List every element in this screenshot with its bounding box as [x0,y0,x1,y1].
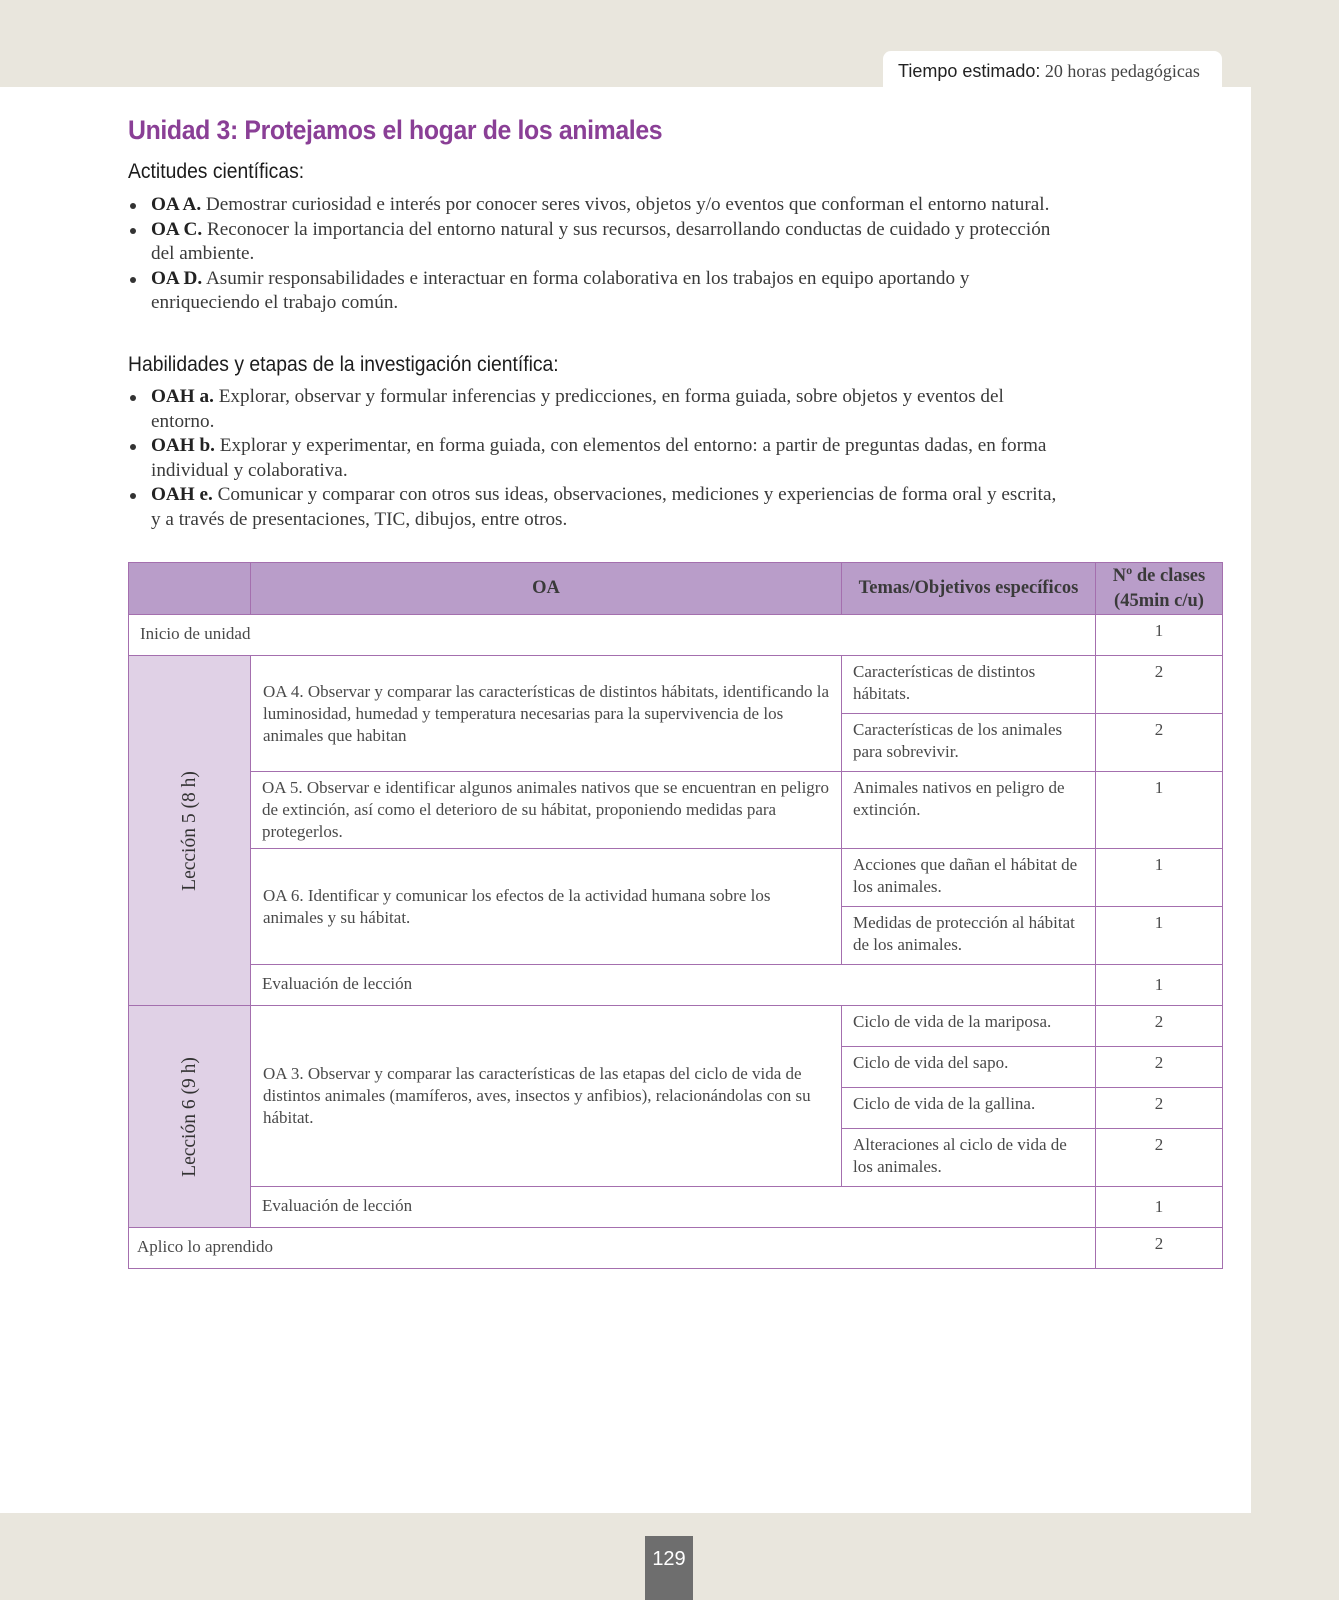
leccion5-label: Lección 5 (8 h) [178,770,200,891]
tema-cell: Animales nativos en peligro de extinción. [842,772,1096,849]
evaluacion6-n: 1 [1096,1187,1223,1228]
clases-cell: 2 [1096,1088,1223,1129]
list-item [128,385,1068,434]
estimated-time-label: Tiempo estimado: [898,61,1041,81]
header-oa: OA [251,563,842,615]
clases-cell: 2 [1096,714,1223,772]
tema-cell: Características de distintos hábitats. [842,656,1096,714]
actitudes-list [128,193,1068,316]
item-code: OA D. [151,267,203,289]
item-text: Reconocer la importancia del entorno natural y sus recursos, desarrollando conductas de cuidado y protección del ambiente. [151,218,1051,264]
list-item [128,218,1068,267]
habilidades-heading: Habilidades y etapas de la investigación científica: [128,353,559,376]
clases-cell: 2 [1096,1006,1223,1047]
tema-cell: Alteraciones al ciclo de vida de los animales. [842,1129,1096,1187]
item-code: OAH b. [151,435,215,456]
evaluacion5-label: Evaluación de lección [251,965,1096,1006]
table-row [129,1006,1223,1047]
evaluacion5-n: 1 [1096,965,1223,1006]
header-clases: Nº de clases (45min c/u) [1096,563,1223,615]
table-row [129,965,1223,1006]
actitudes-heading: Actitudes científicas: [128,160,305,183]
item-text: Explorar y experimentar, en forma guiada, con elementos del entorno: a partir de preguntas dadas, en forma individual y colaborativa. [151,435,1047,481]
oa6-cell: OA 6. Identificar y comunicar los efectos de la actividad humana sobre los animales y su hábitat. [251,849,842,965]
clases-cell: 1 [1096,849,1223,907]
evaluacion6-label: Evaluación de lección [251,1187,1096,1228]
oa4-cell: OA 4. Observar y comparar las características de distintos hábitats, identificando la luminosidad, humedad y temperatura necesarias para la supervivencia de los animales que habitan [251,656,842,772]
list-item [128,483,1068,532]
habilidades-list [128,385,1068,532]
unit-title: Unidad 3: Protejamos el hogar de los animales [128,115,663,145]
tema-cell: Ciclo de vida de la gallina. [842,1088,1096,1129]
tema-cell: Características de los animales para sobrevivir. [842,714,1096,772]
list-item [128,193,1068,218]
table-row [129,849,1223,907]
item-text: Demostrar curiosidad e interés por conocer seres vivos, objetos y/o eventos que conforman el entorno natural. [205,194,1050,215]
item-text: Explorar, observar y formular inferencias y predicciones, en forma guiada, sobre objetos y eventos del entorno. [151,386,1004,432]
tema-cell: Ciclo de vida de la mariposa. [842,1006,1096,1047]
inicio-n: 1 [1096,615,1223,656]
item-text: Asumir responsabilidades e interactuar en forma colaborativa en los trabajos en equipo aportando y enriqueciendo el trabajo común. [151,267,970,313]
table-header-row [129,563,1223,615]
table-row [129,1228,1223,1269]
aplico-n: 2 [1096,1228,1223,1269]
header-temas: Temas/Objetivos específicos [842,563,1096,615]
table-row [129,1187,1223,1228]
inicio-label: Inicio de unidad [129,615,1096,656]
clases-cell: 2 [1096,656,1223,714]
item-text: Comunicar y comparar con otros sus ideas, observaciones, mediciones y experiencias de forma oral y escrita, y a través de presentaciones, TIC, dibujos, entre otros. [151,484,1057,530]
clases-cell: 1 [1096,907,1223,965]
oa3-cell: OA 3. Observar y comparar las características de las etapas del ciclo de vida de distintos animales (mamíferos, aves, insectos y anfibios), relacionándolas con su hábitat. [251,1006,842,1187]
oa5-cell: OA 5. Observar e identificar algunos animales nativos que se encuentran en peligro de extinción, así como el deterioro de su hábitat, proponiendo medidas para protegerlos. [251,772,842,849]
clases-cell: 1 [1096,772,1223,849]
page-number: 129 [645,1536,693,1600]
list-item [128,434,1068,483]
estimated-time-tab [883,51,1222,91]
tema-cell: Ciclo de vida del sapo. [842,1047,1096,1088]
clases-cell: 2 [1096,1047,1223,1088]
header-empty-cell [129,563,251,615]
tema-cell: Medidas de protección al hábitat de los animales. [842,907,1096,965]
table-row [129,656,1223,714]
list-item [128,267,1068,316]
clases-cell: 2 [1096,1129,1223,1187]
table-row [129,772,1223,849]
tema-cell: Acciones que dañan el hábitat de los animales. [842,849,1096,907]
aplico-label: Aplico lo aprendido [129,1228,1096,1269]
planning-table [128,562,1223,1269]
leccion6-label-cell [129,1006,251,1228]
table-row [129,615,1223,656]
item-code: OAH a. [151,386,214,407]
item-code: OA C. [151,218,203,240]
item-code: OA A. [151,194,202,215]
estimated-time-value: 20 horas pedagógicas [1044,61,1200,81]
leccion6-label: Lección 6 (9 h) [178,1056,200,1177]
leccion5-label-cell [129,656,251,1006]
item-code: OAH e. [151,484,213,505]
